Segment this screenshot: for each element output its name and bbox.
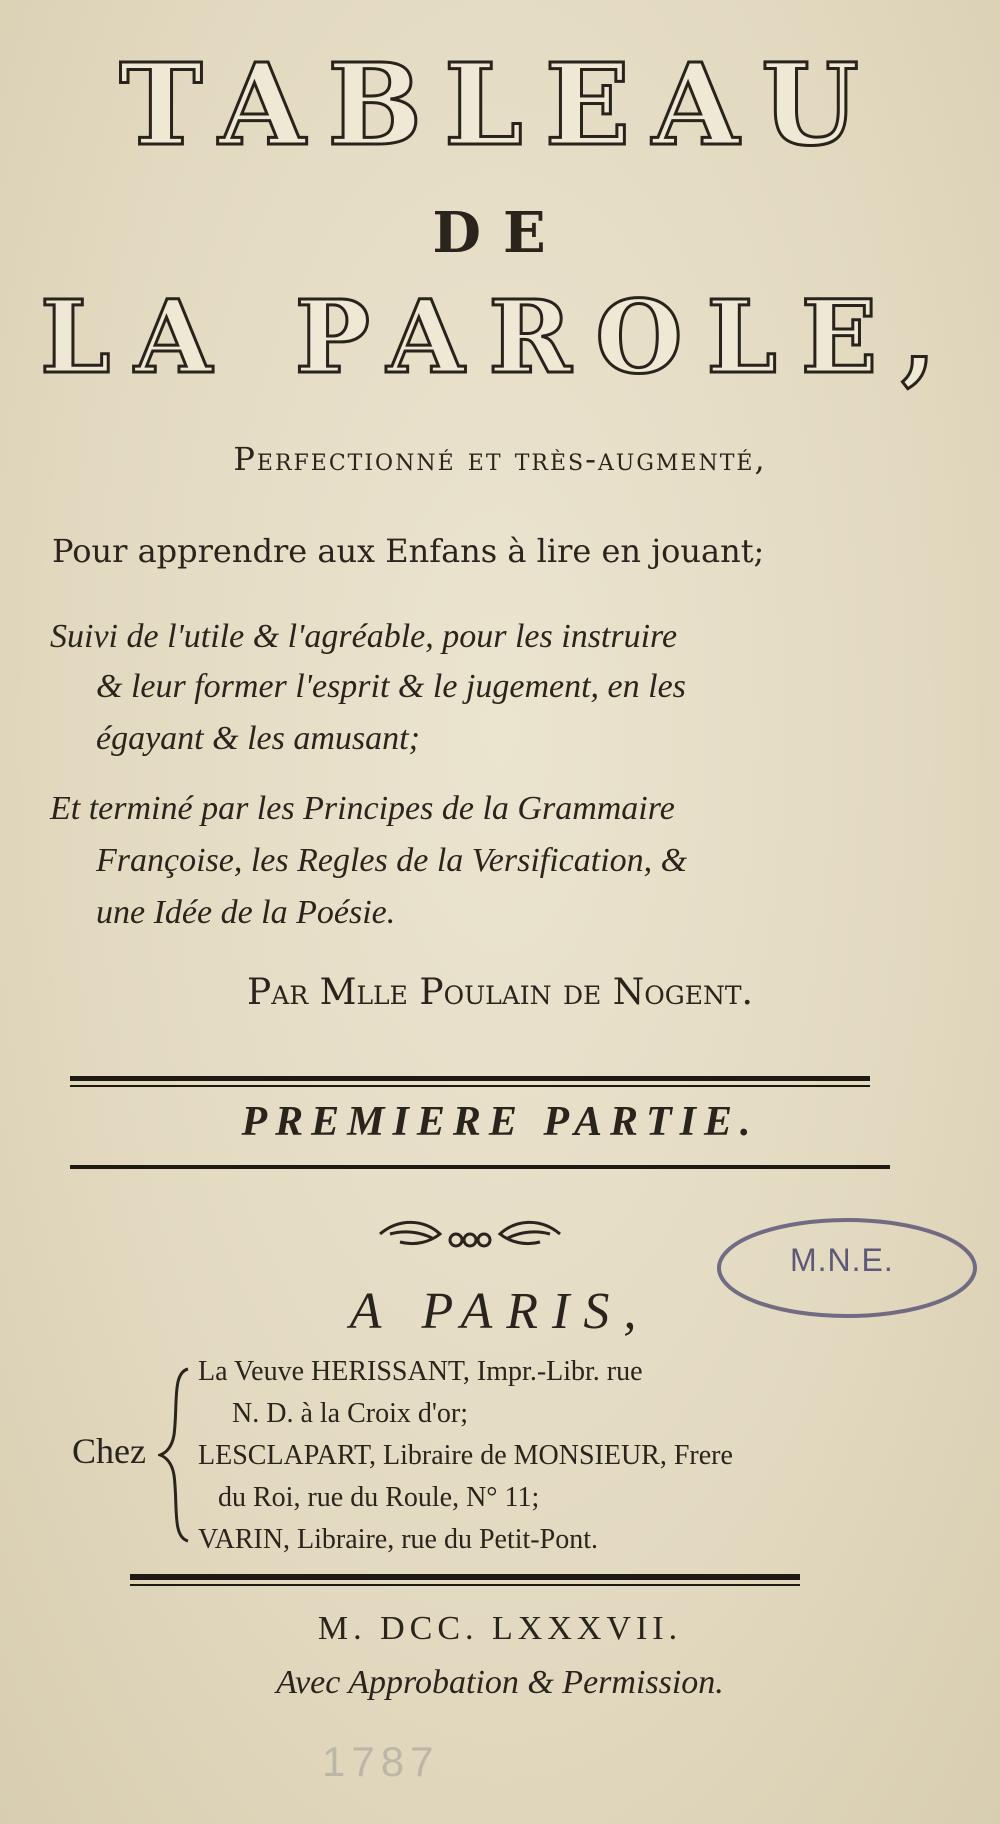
author-line: Par Mlle Poulain de Nogent. <box>247 972 753 1013</box>
publisher-herissant-address: N. D. à la Croix d'or; <box>232 1398 469 1429</box>
imprint-place: A PARIS, <box>349 1283 651 1340</box>
paragraph-purpose: Pour apprendre aux Enfans à lire en jouant; <box>52 532 765 570</box>
subtitle: Perfectionné et très-augmenté, <box>233 440 767 478</box>
title-de: DE <box>432 200 568 266</box>
publisher-herissant: La Veuve HERISSANT, Impr.-Libr. rue <box>198 1356 643 1387</box>
divider-imprint-thin <box>130 1584 800 1586</box>
part-heading: PREMIERE PARTIE. <box>241 1099 759 1145</box>
publisher-varin: VARIN, Libraire, rue du Petit-Pont. <box>198 1524 598 1555</box>
paragraph-suivi-line2: & leur former l'esprit & le jugement, en les <box>96 668 686 705</box>
publisher-lesclapart: LESCLAPART, Libraire de MONSIEUR, Frere <box>198 1440 733 1471</box>
curly-brace-icon <box>158 1365 192 1545</box>
paragraph-termine-line3: une Idée de la Poésie. <box>96 894 396 931</box>
title-la-parole: LA PAROLE, <box>40 278 960 396</box>
paragraph-termine-line1: Et terminé par les Principes de la Grammaire <box>50 790 675 827</box>
title-tableau: TABLEAU <box>119 40 881 171</box>
chez-label: Chez <box>72 1431 146 1471</box>
divider-top-thin <box>70 1085 870 1087</box>
publication-year: M. DCC. LXXXVII. <box>317 1610 683 1647</box>
pencil-annotation: 1787 <box>322 1738 440 1785</box>
library-stamp-text: M.N.E. <box>790 1242 894 1278</box>
approbation-line: Avec Approbation & Permission. <box>276 1664 724 1701</box>
fleuron-ornament-icon <box>370 1212 570 1262</box>
publisher-lesclapart-address: du Roi, rue du Roule, N° 11; <box>218 1482 540 1513</box>
paragraph-suivi-line3: égayant & les amusant; <box>96 720 420 757</box>
paragraph-termine-line2: Françoise, les Regles de la Versification, & <box>96 842 688 879</box>
divider-top <box>70 1076 870 1081</box>
paragraph-suivi-line1: Suivi de l'utile & l'agréable, pour les instruire <box>50 618 678 655</box>
divider-bottom <box>70 1165 890 1169</box>
divider-imprint <box>130 1574 800 1580</box>
